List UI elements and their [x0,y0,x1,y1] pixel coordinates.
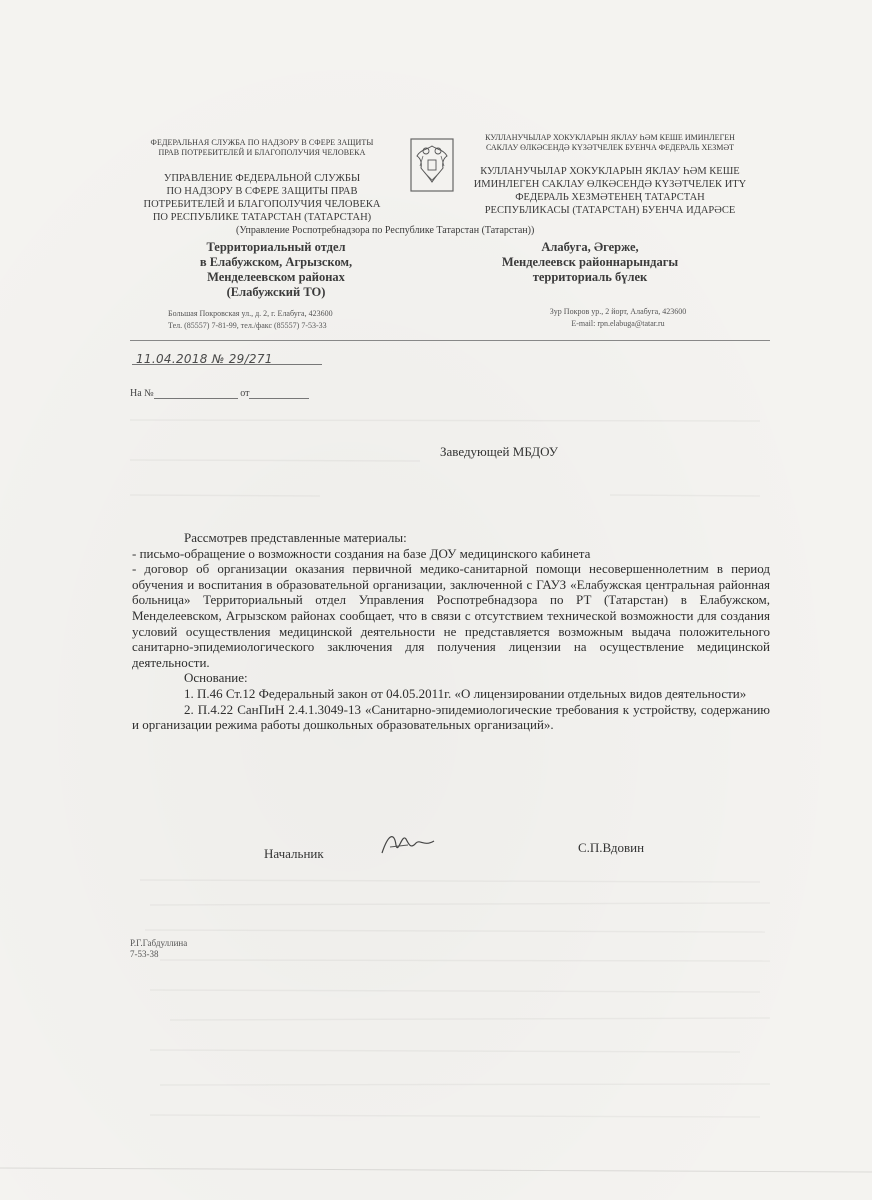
basis-item: 2. П.4.22 СанПиН 2.4.1.3049-13 «Санитарно-эпидемиологические требования к устройству, содержанию и организации режима работы дошкольных образовательных организаций». [132,701,770,733]
header-right-idare [460,165,760,217]
header-right-small-line: КУЛЛАНУЧЫЛАР ХОКУКЛАРЫН ЯКЛАУ ҺӘМ КЕШЕ ИМИНЛЕГЕН [485,133,735,142]
header-right-upr-line: КУЛЛАНУЧЫЛАР ХОКУКЛАРЫН ЯКЛАУ ҺӘМ КЕШЕ [480,166,740,177]
author-phone: 7-53-38 [130,949,159,959]
territorial-right-line: территориаль бүлек [532,270,648,284]
na-label: На № [130,388,154,399]
coat-of-arms-icon [408,136,456,194]
header-right-block [460,133,760,217]
address-right-line: Зур Покров ур., 2 йорт, Алабуга, 423600 [549,307,687,316]
reply-to-line [130,388,309,399]
na-blank [154,389,238,399]
address-left [168,308,398,332]
registration-underline [132,364,322,365]
address-left-line: Большая Покровская ул., д. 2, г. Елабуга, 423600 [168,309,333,318]
signatory-role: Начальник [264,846,324,861]
basis-label: Основание: [184,670,248,686]
address-left-line: Тел. (85557) 7-81-99, тел./факс (85557) 7-53-33 [168,321,327,330]
address-right [518,306,718,330]
header-left-small-line: ФЕДЕРАЛЬНАЯ СЛУЖБА ПО НАДЗОРУ В СФЕРЕ ЗАЩИТЫ [150,138,374,147]
header-left-upr-line: ПО РЕСПУБЛИКЕ ТАТАРСТАН (ТАТАРСТАН) [152,212,372,223]
header-right-upr-line: ИМИНЛЕГЕН САКЛАУ ӨЛКӘСЕНДӘ КҮЗӘТЧЕЛЕК ИТҮ [473,179,747,190]
header-divider [130,340,770,341]
header-right-upr-line: ФЕДЕРАЛЬ ХЕЗМӘТЕНЕҢ ТАТАРСТАН [515,192,705,203]
territorial-department-left [176,240,376,300]
basis-item: 1. П.46 Ст.12 Федеральный закон от 04.05.2011г. «О лицензировании отдельных видов деятельности» [184,685,747,701]
header-left-upr-line: ПО НАДЗОРУ В СФЕРЕ ЗАЩИТЫ ПРАВ [166,186,358,197]
handwritten-signature [378,825,438,861]
header-left-upr-line: ПОТРЕБИТЕЛЕЙ И БЛАГОПОЛУЧИЯ ЧЕЛОВЕКА [143,199,381,210]
author-name: Р.Г.Габдуллина [130,938,188,948]
author-block [130,938,187,960]
header-left-upravlenie [132,172,392,224]
signatory-name: С.П.Вдовин [578,840,645,855]
header-right-small-line: САКЛАУ ӨЛКӘСЕНДӘ КҮЗӘТЧЕЛЕК БУЕНЧА ФЕДЕРАЛЬ ХЕЗМӘТ [485,143,735,152]
body-item: - письмо-обращение о возможности создания на базе ДОУ медицинского кабинета [132,545,591,561]
registration-date-number: 11.04.2018 № 29/271 [136,352,273,366]
ot-blank [249,389,309,399]
territorial-left-line: в Елабужском, Агрызском, [199,255,353,269]
header-left-block [132,138,392,224]
ot-label: от [240,388,250,399]
header-left-upr-line: УПРАВЛЕНИЕ ФЕДЕРАЛЬНОЙ СЛУЖБЫ [163,173,361,184]
header-right-upr-line: РЕСПУБЛИКАСЫ (ТАТАРСТАН) БУЕНЧА ИДАРӘСЕ [484,205,736,216]
header-left-small-line: ПРАВ ПОТРЕБИТЕЛЕЙ И БЛАГОПОЛУЧИЯ ЧЕЛОВЕКА [158,148,366,157]
address-right-line: E-mail: rpn.elabuga@tatar.ru [571,319,665,328]
territorial-left-line: (Елабужский ТО) [226,285,326,299]
addressee: Заведующей МБДОУ [440,444,559,459]
rospotrebnadzor-line: (Управление Роспотребнадзора по Республике Татарстан (Татарстан)) [236,225,535,236]
territorial-department-right [490,240,690,285]
letter-body [132,530,770,733]
body-item: - договор об организации оказания первичной медико-санитарной помощи несовершеннолетним в период обучения и воспитания в образовательной организации, заключенной с ГАУЗ «Елабужская центральная районная больница» Территориальный отдел Управления Роспотребнадзора по РТ (Татарстан) в Елабужском, Менделеевском, Агрызском районах сообщает, что в связи с отсутствием технической возможности для создания условий осуществления медицинской деятельности не представляется возможным выдача положительного санитарно-эпидемиологического заключения для получения лицензии на осуществление медицинской деятельности. [132,561,770,670]
territorial-right-line: Менделеевск районнарындагы [501,255,679,269]
header-right-federal [460,133,760,153]
territorial-right-line: Алабуга, Әгерже, [541,240,639,254]
body-intro: Рассмотрев представленные материалы: [184,530,407,545]
header-left-federal [132,138,392,158]
territorial-left-line: Территориальный отдел [206,240,346,254]
territorial-left-line: Менделеевском районах [207,270,345,284]
